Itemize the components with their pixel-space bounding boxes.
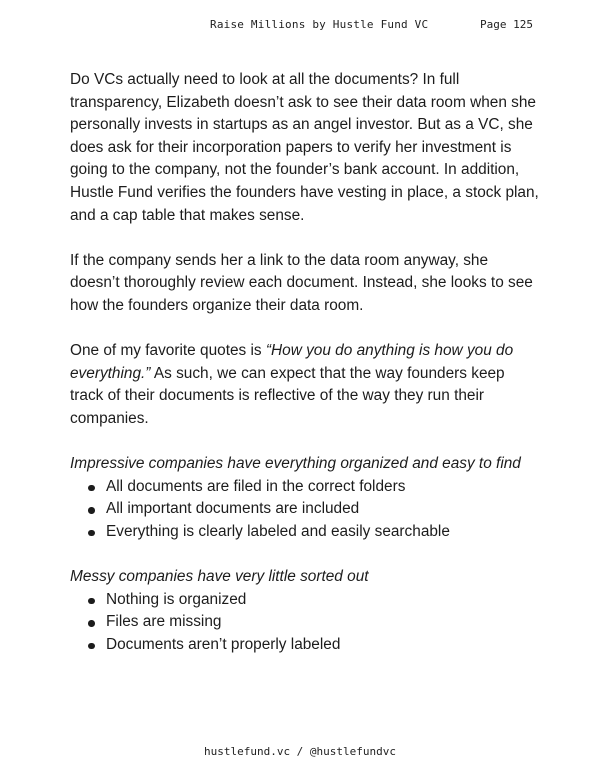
list-item (70, 611, 540, 634)
book-title: Raise Millions by Hustle Fund VC (210, 18, 429, 31)
paragraph: If the company sends her a link to the data room anyway, she doesn’t thoroughly review each document. Instead, she looks to see how the founders organize their data room. (70, 251, 533, 314)
list-item-text: Documents aren’t properly labeled (106, 635, 341, 653)
page-number: Page 125 (480, 18, 533, 31)
page-body (70, 69, 540, 679)
quote-text: “How you do anything is how you do everything.” (70, 342, 514, 382)
paragraph: Do VCs actually need to look at all the documents? In full transparency, Elizabeth doesn’t ask to see their data room when she personally invests in startups as an angel investor. But as a VC, she does ask for their incorporation papers to verify her investment is going to the company, not the founder’s bank account. In addition, Hustle Fund verifies the founders have vesting in place, a stock plan, and a cap table that makes sense. (70, 71, 539, 224)
list-item (70, 498, 540, 521)
paragraph-text: One of my favorite quotes is (70, 342, 266, 360)
list-item (70, 476, 540, 499)
list-item-text: Everything is clearly labeled and easily searchable (106, 522, 450, 540)
list-item-text: All important documents are included (106, 500, 360, 518)
page-footer: hustlefund.vc / @hustlefundvc (203, 745, 397, 758)
bullet-icon (88, 598, 95, 605)
page-header (0, 14, 600, 34)
list-item-text: All documents are filed in the correct folders (106, 477, 406, 495)
list-item (70, 521, 540, 544)
list-item-text: Nothing is organized (106, 590, 247, 608)
impressive-heading: Impressive companies have everything organized and easy to find (70, 455, 521, 473)
paragraph-text: As such, we can expect that the way founders keep track of their documents is reflective of the way they run their companies. (70, 364, 505, 427)
messy-list (70, 589, 540, 657)
bullet-icon (88, 507, 95, 514)
impressive-list (70, 476, 540, 544)
bullet-icon (88, 643, 95, 650)
bullet-icon (88, 485, 95, 492)
bullet-icon (88, 530, 95, 537)
list-item-text: Files are missing (106, 613, 222, 631)
messy-heading: Messy companies have very little sorted out (70, 568, 369, 586)
list-item (70, 589, 540, 612)
bullet-icon (88, 620, 95, 627)
list-item (70, 634, 540, 657)
paragraph-quote (70, 340, 540, 430)
